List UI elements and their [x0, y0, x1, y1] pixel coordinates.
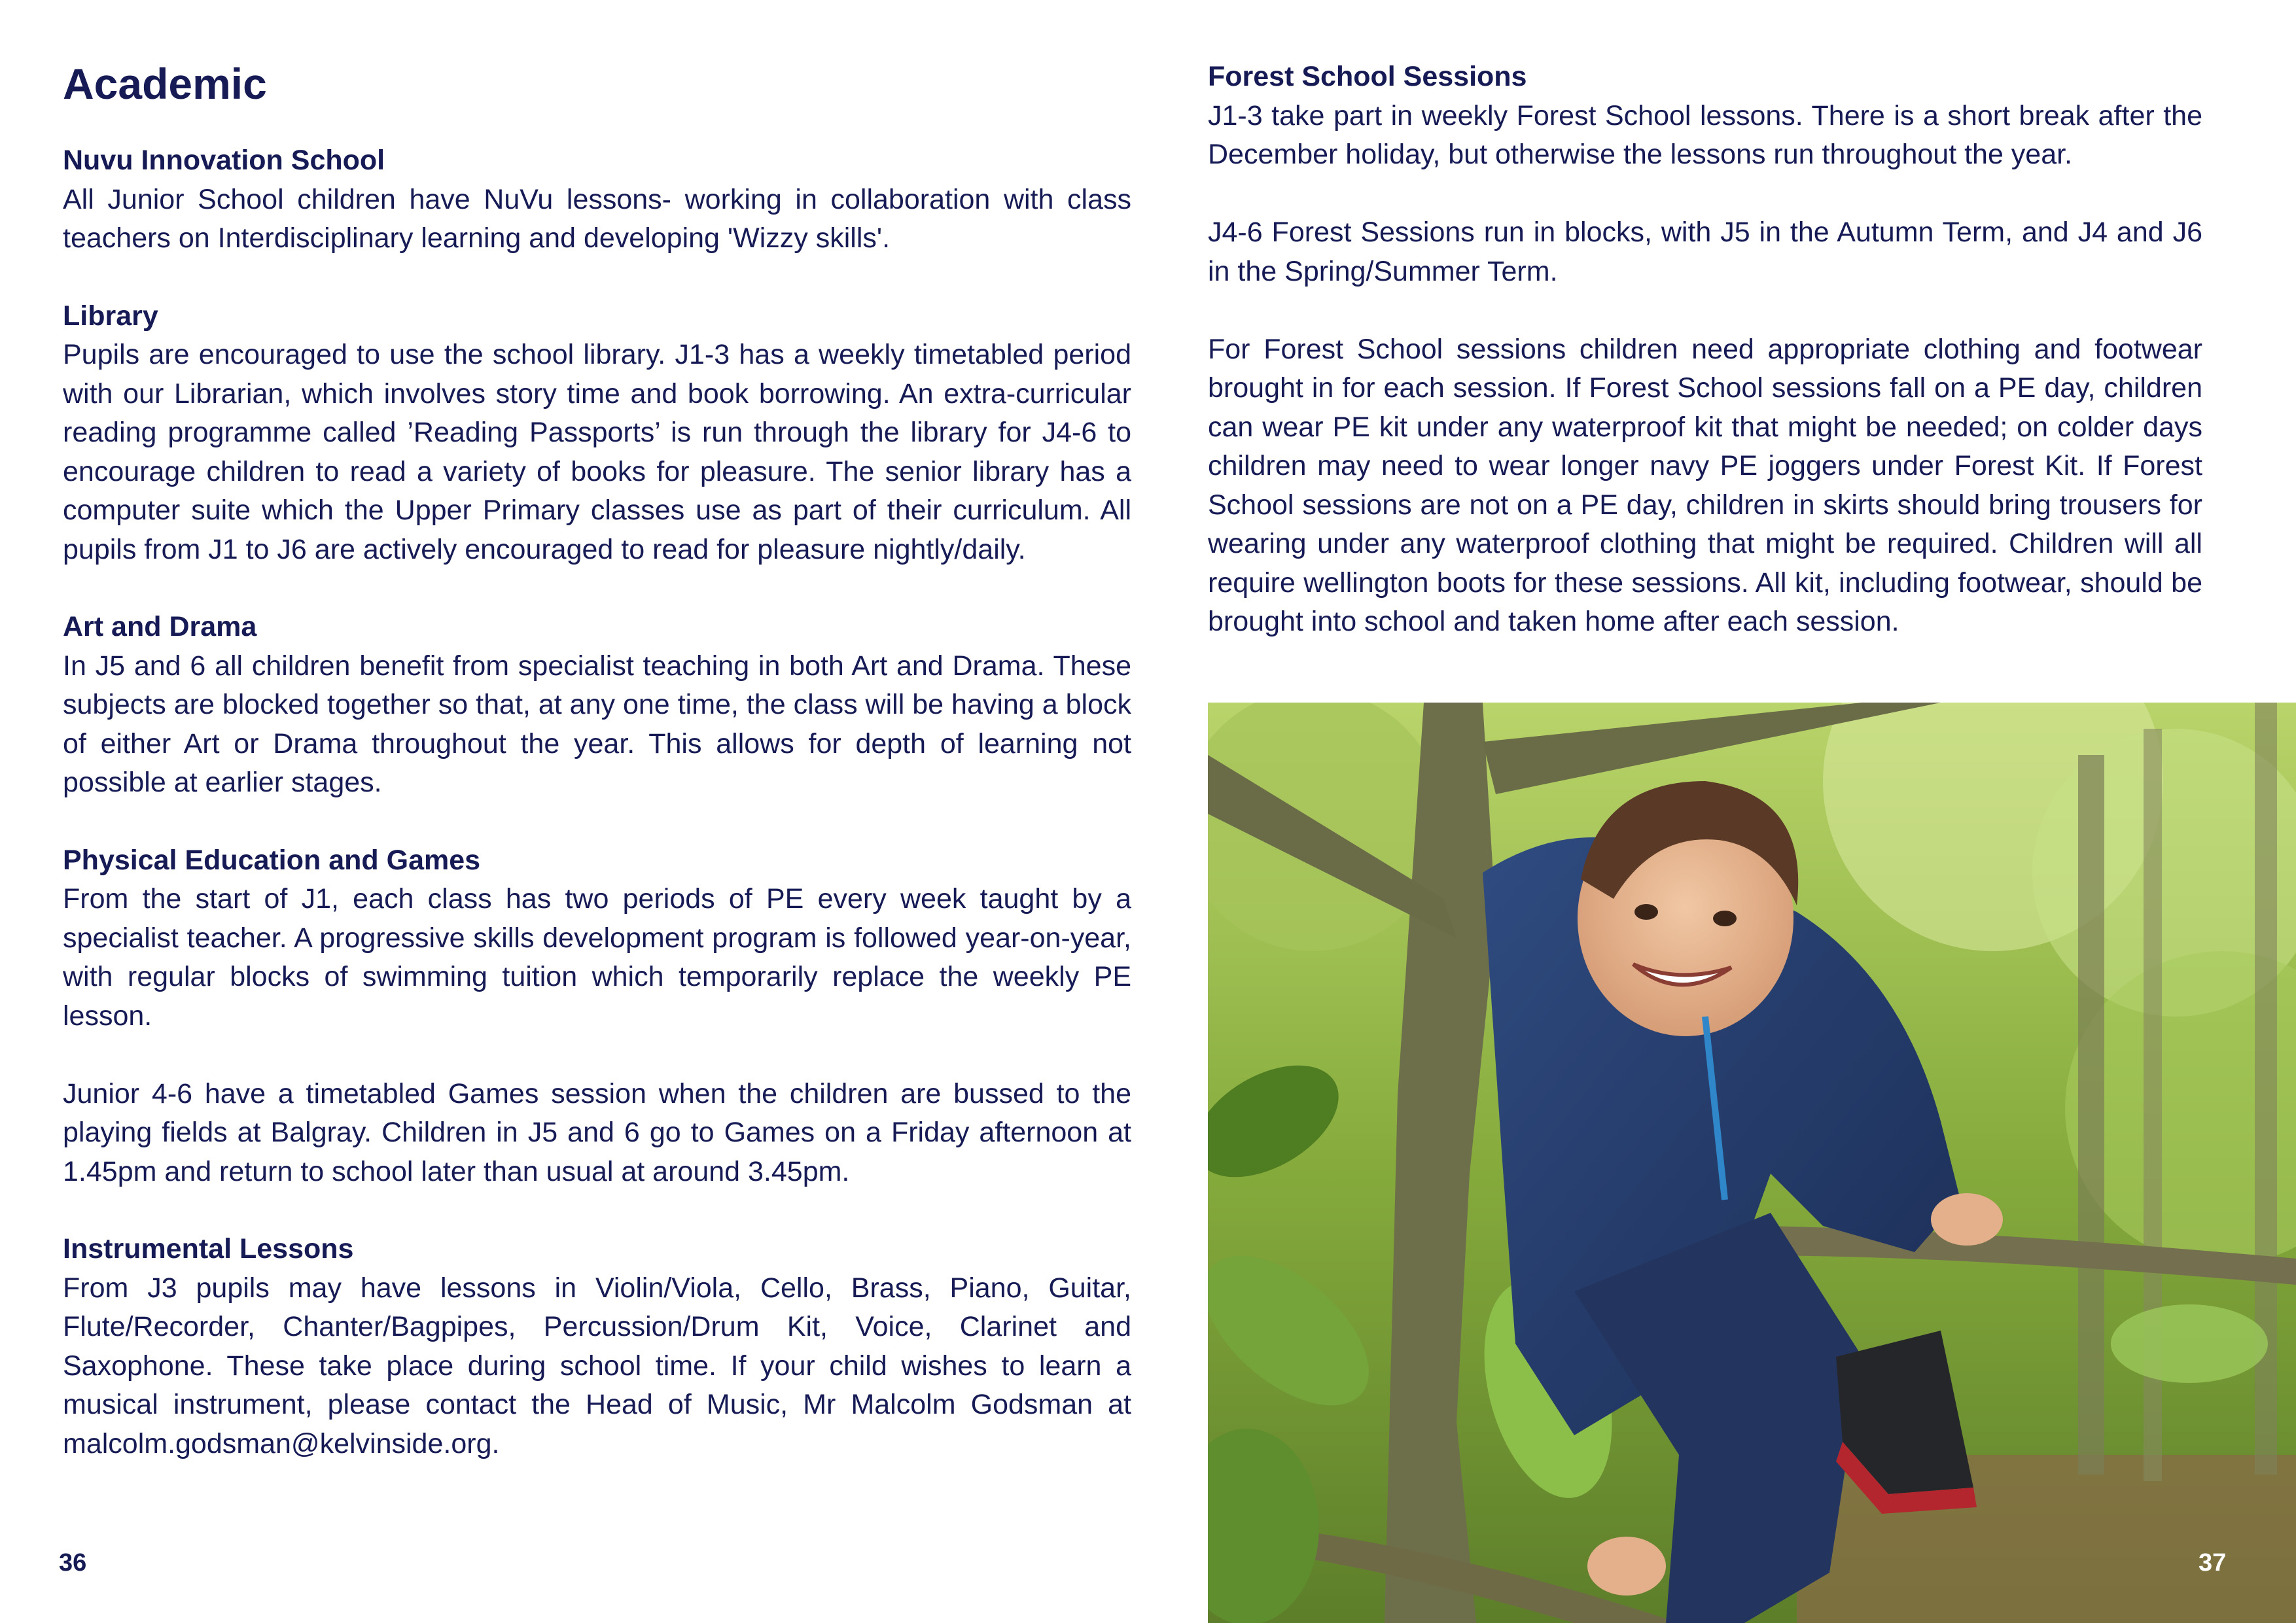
section-heading: Nuvu Innovation School	[63, 145, 385, 176]
section-paragraph: For Forest School sessions children need appropriate clothing and footwear brought in for each session. If Forest School sessions fall on a PE day, children can wear PE kit under any waterproof kit that might be needed; on colder days children may need to wear longer navy PE joggers under Forest Kit. If Forest School sessions are not on a PE day, children in skirts should bring trousers for wearing under any waterproof clothing that might be required. Children will all require wellington boots for these sessions. All kit, including footwear, should be brought into school and taken home after each session.	[1208, 333, 2202, 637]
section-paragraph: From the start of J1, each class has two periods of PE every week taught by a specialist teacher. A progressive skills development program is followed year-on-year, with regular blocks of swimming tuition which temporarily replace the weekly PE lesson.	[63, 883, 1131, 1032]
section-paragraph: From J3 pupils may have lessons in Violin/Viola, Cello, Brass, Piano, Guitar, Flute/Recorder, Chanter/Bagpipes, Percussion/Drum Kit, Voice, Clarinet and Saxophone. These take place during school time. If your child wishes to learn a musical instrument, please contact the Head of Music, Mr Malcolm Godsman at malcolm.godsman@kelvinside.org.	[63, 1272, 1131, 1459]
section-paragraph: In J5 and 6 all children benefit from specialist teaching in both Art and Drama. These subjects are blocked together so that, at any one time, the class will be having a block of either Art or Drama throughout the year. This allows for depth of learning not possible at earlier stages.	[63, 650, 1131, 798]
section-paragraph: All Junior School children have NuVu lessons- working in collaboration with class teachers on Interdisciplinary learning and developing 'Wizzy skills'.	[63, 183, 1131, 254]
section-heading: Art and Drama	[63, 611, 257, 642]
section-library	[63, 297, 1131, 570]
section-instrumental	[63, 1230, 1131, 1463]
section-art-drama	[63, 608, 1131, 803]
section-forest-school	[1208, 58, 2202, 642]
section-paragraph: J4-6 Forest Sessions run in blocks, with J5 in the Autumn Term, and J4 and J6 in the Spring/Summer Term.	[1208, 217, 2202, 287]
page-number: 37	[2199, 1549, 2227, 1577]
section-pe-games	[63, 841, 1131, 1192]
forest-school-photo	[1208, 703, 2296, 1623]
section-heading: Library	[63, 300, 158, 332]
section-heading: Instrumental Lessons	[63, 1233, 354, 1265]
right-page	[1148, 0, 2296, 1623]
section-paragraph: J1-3 take part in weekly Forest School lessons. There is a short break after the December holiday, but otherwise the lessons run throughout the year.	[1208, 99, 2202, 170]
page-number: 36	[59, 1549, 87, 1577]
section-heading: Physical Education and Games	[63, 844, 481, 876]
left-column	[63, 58, 1131, 1502]
section-heading: Forest School Sessions	[1208, 61, 1527, 92]
page-title: Academic	[63, 60, 267, 108]
right-column	[1208, 58, 2202, 680]
section-nuvu	[63, 141, 1131, 258]
section-paragraph: Pupils are encouraged to use the school library. J1-3 has a weekly timetabled period with our Librarian, which involves story time and book borrowing. An extra-curricular reading programme called ’Reading Passports’ is run through the library for J4-6 to encourage children to read a variety of books for pleasure. The senior library has a computer suite which the Upper Primary classes use as part of their curriculum. All pupils from J1 to J6 are actively encouraged to read for pleasure nightly/daily.	[63, 339, 1131, 565]
child-climbing-tree-illustration	[1208, 703, 2296, 1623]
section-paragraph: Junior 4-6 have a timetabled Games session when the children are bussed to the playing fields at Balgray. Children in J5 and 6 go to Games on a Friday afternoon at 1.45pm and return to school later than usual at around 3.45pm.	[63, 1077, 1131, 1187]
